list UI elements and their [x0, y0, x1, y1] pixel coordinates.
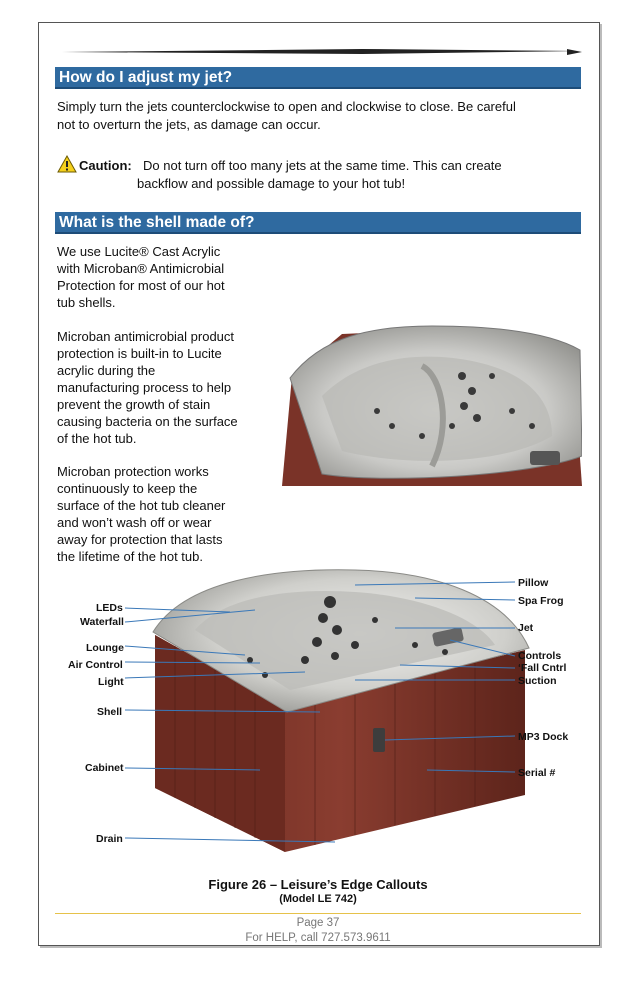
- shell-text-line: with Microban® Antimicrobial: [57, 261, 225, 276]
- hot-tub-callout-figure: [55, 560, 583, 860]
- shell-text-line: We use Lucite® Cast Acrylic: [57, 244, 221, 259]
- shell-text-line: continuously to keep the: [57, 481, 198, 496]
- shell-text-line: surface of the hot tub cleaner: [57, 498, 226, 513]
- shell-text-line: causing bacteria on the surface: [57, 414, 238, 429]
- shell-text-line: of the hot tub.: [57, 431, 137, 446]
- callout-jet: Jet: [518, 622, 534, 634]
- figure-model: (Model LE 742): [279, 893, 357, 905]
- callout-mp3-dock: MP3 Dock: [518, 731, 569, 743]
- shell-text-line: the lifetime of the hot tub.: [57, 549, 203, 564]
- callout-air-control: Air Control: [68, 659, 123, 671]
- callout-fall-control: ‘Fall Cntrl: [518, 662, 567, 674]
- caution-line-2: backflow and possible damage to your hot tub!: [137, 176, 406, 191]
- shell-text-line: prevent the growth of stain: [57, 397, 211, 412]
- footer-help-line: For HELP, call 727.573.9611: [245, 932, 391, 944]
- shell-text-line: and won’t wash off or wear: [57, 515, 212, 530]
- callout-drain: Drain: [96, 833, 123, 845]
- callout-light: Light: [98, 676, 124, 688]
- shell-text-line: manufacturing process to help: [57, 380, 232, 395]
- shell-text-line: Protection for most of our hot: [57, 278, 225, 293]
- caution-line-1: Do not turn off too many jets at the same time. This can create: [143, 158, 502, 173]
- hot-tub-top-photo: [282, 316, 582, 486]
- callout-cabinet: Cabinet: [85, 762, 124, 774]
- footer-divider: [55, 913, 581, 914]
- callout-controls: Controls: [518, 650, 562, 662]
- warning-icon: [57, 155, 77, 173]
- callout-spa-frog: Spa Frog: [518, 595, 564, 607]
- callout-waterfall: Waterfall: [80, 616, 124, 628]
- header-rule: [62, 49, 582, 55]
- callout-pillow: Pillow: [518, 577, 549, 589]
- shell-text-line: protection is built-in to Lucite: [57, 346, 222, 361]
- callout-serial: Serial #: [518, 767, 556, 779]
- caution-label: Caution:: [79, 158, 132, 173]
- section-heading-jet: How do I adjust my jet?: [55, 67, 581, 89]
- figure-caption: Figure 26 – Leisure’s Edge Callouts: [208, 877, 428, 892]
- footer-page-number: Page 37: [296, 917, 340, 929]
- jet-body-line-2: not to overturn the jets, as damage can occur.: [57, 117, 321, 132]
- jet-body-line-1: Simply turn the jets counterclockwise to open and clockwise to close. Be careful: [57, 99, 516, 114]
- callout-lounge: Lounge: [86, 642, 124, 654]
- shell-text-line: away for protection that lasts: [57, 532, 223, 547]
- shell-text-line: tub shells.: [57, 295, 116, 310]
- section-heading-shell: What is the shell made of?: [55, 212, 581, 234]
- callout-leds: LEDs: [96, 602, 123, 614]
- shell-text-line: acrylic during the: [57, 363, 156, 378]
- callout-shell: Shell: [97, 706, 123, 718]
- shell-text-line: Microban protection works: [57, 464, 209, 479]
- callout-suction: Suction: [518, 675, 557, 687]
- shell-text-line: Microban antimicrobial product: [57, 329, 235, 344]
